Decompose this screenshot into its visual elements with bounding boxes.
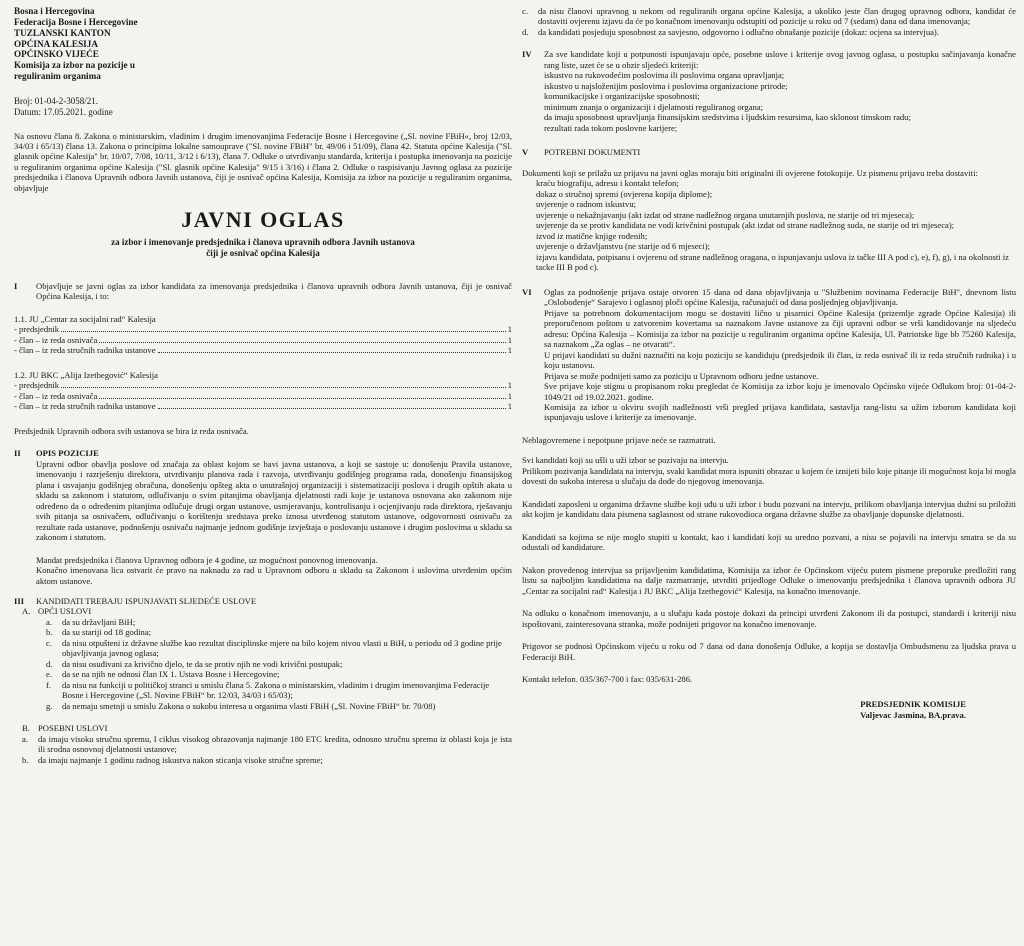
list-item bbox=[34, 627, 512, 637]
item-text: da nisu otpušteni iz državne službe kao rezultat disciplinske mjere na bilo kojem nivou vlasti u BiH, u periodu od 3 godine prije objavljivanja javnog oglasa; bbox=[62, 637, 502, 659]
dot-leader bbox=[61, 387, 506, 388]
list-item bbox=[522, 27, 1016, 37]
list-item bbox=[34, 680, 512, 701]
criteria-item: da imaju sposobnost upravljanja finansijskim sredstvima i ljudskim resursima, kao sklonost timskom radu; bbox=[544, 112, 911, 123]
left-column bbox=[14, 6, 512, 765]
item-text: da su stariji od 18 godina; bbox=[62, 627, 152, 638]
position-label: - predsjednik bbox=[14, 324, 60, 335]
position-label: - član – iz reda osnivača bbox=[14, 334, 98, 345]
subtitle-line: za izbor i imenovanje predsjednika i članova upravnih odbora Javnih ustanova bbox=[111, 237, 415, 248]
document-item: uvjerenje da se protiv kandidata ne vodi krivčnini postupak (akt izdat od strane nadležnog suda, ne starije od tri mjeseca); bbox=[536, 220, 955, 231]
position-row bbox=[14, 391, 512, 401]
special-conditions-list bbox=[14, 734, 512, 765]
subtitle-line: čiji je osnivač općina Kalesija bbox=[206, 248, 320, 259]
header-line: TUZLANSKI KANTON bbox=[14, 27, 111, 38]
list-item bbox=[34, 638, 512, 659]
item-text: da nisu članovi upravnog u nekom od reguliranih organa općine Kalesija, a ukoliko jeste član drugog upravnog odbora, kandidat će dostaviti ovjerenu izjavu da će po konačnom imenovanju odstupiti od pozicije u roku od 7 (sedam) dana od dana imenovanja; bbox=[538, 6, 1016, 27]
closing-paragraph: Nakon provedenog intervjua sa prijavljenim kandidatima, Komisija za izbor će Općinskom vijeću putem pismene preporuke predložiti rang listu sa najboljim kandidatima na dalje razmatranje, utvrditi prijedloge Odluke o imenovanju predsjednika i članova upravnih odbora JU „Centar za socijalni rad“ Kalesija i JU BKC „Alija Izetbegović“ Kalesija, na konačno imenovanje. bbox=[522, 564, 1016, 596]
header-line: Federacija Bosne i Hercegovine bbox=[14, 16, 138, 27]
issuer-header bbox=[14, 6, 512, 82]
section-number: IV bbox=[522, 49, 532, 60]
dot-leader bbox=[158, 408, 506, 409]
position-count: 1 bbox=[507, 401, 512, 412]
institution-1 bbox=[14, 314, 512, 356]
item-marker: a. bbox=[22, 733, 28, 744]
signature-block bbox=[522, 699, 1016, 721]
closing-paragraph: Prigovor se podnosi Općinskom vijeću u roku od 7 dana od dana donošenja Odluke, a kopija se dostavlja Ombudsmenu za ljudska prava u Federaciji BiH. bbox=[522, 641, 1016, 662]
subsection-title: POSEBNI USLOVI bbox=[38, 723, 108, 734]
section-paragraph: Prijave sa potrebnom dokumentacijom mogu se dostaviti lično u pisarnici Općine Kalesija (prizemlje zgrade Općine Kalesija) ili preporučenom poštom u zatvorenim kovertama sa naznakom Javne ustanove za čiji upravni odbor se vrši kandidovanje na sljedeću adresu: Općina Kalesija – Komisija za izbor na pozicije u reguliranim organima općine Kalesija, Ul. Patriotske lige bb 75260 Kalesija, sa naznakom „Za oglas – ne otvarati“. bbox=[544, 307, 1016, 350]
dot-leader bbox=[99, 398, 505, 399]
institution-title: 1.1. JU „Centar za socijalni rad“ Kalesija bbox=[14, 313, 156, 324]
document-item: dokaz o stručnoj spremi (ovjerena kopija diplome); bbox=[536, 188, 713, 199]
subsection-b-heading bbox=[22, 723, 512, 733]
item-marker: c. bbox=[46, 637, 52, 648]
header-line: OPĆINSKO VIJEĆE bbox=[14, 49, 99, 60]
position-row bbox=[14, 335, 512, 345]
position-count: 1 bbox=[507, 334, 512, 345]
closing-paragraph: Kandidati sa kojima se nije moglo stupiti u kontakt, kao i kandidati koji su uredno pozvani, a nisu se pojavili na intervju smatra se da su odustali od kandidature. bbox=[522, 531, 1016, 553]
position-row bbox=[14, 380, 512, 390]
header-line: Komisija za izbor na pozicije u bbox=[14, 60, 136, 71]
section-paragraph: Komisija za izbor u okviru svojih nadležnosti vrši pregled prijava kandidata, sastavlja rang-listu sa užim izborom kandidata koji ispunjavaju uslove i kriterije za imenovanje. bbox=[544, 401, 1016, 423]
criteria-item: iskustvo na rukovodećim poslovima ili poslovima organa upravljanja; bbox=[544, 70, 785, 81]
reference-number: Broj: 01-04-2-3058/21. bbox=[14, 96, 98, 107]
criteria-item: rezultati rada tokom poslovne karijere; bbox=[544, 122, 678, 133]
position-row bbox=[14, 324, 512, 334]
list-item bbox=[34, 669, 512, 679]
closing-paragraph: Prilikom pozivanja kandidata na intervju, svaki kandidat mora ispuniti obrazac u kojem će iznijeti bilo koje pitanje ili mogućnost koja bi mogla dovesti do sukoba interesa u slučaju da dođe do njegovog imenovanja. bbox=[522, 465, 1016, 487]
section-paragraph: Oglas za podnošenje prijava ostaje otvoren 15 dana od dana objavljivanja u "Službenim novinama Federacije BiH", dnevnom listu „Oslobođenje“ Sarajevo i oglasnoj ploči općine Kalesija, računajući od dana posljednjeg objavljivanja. bbox=[544, 286, 1016, 308]
section-number: II bbox=[14, 448, 21, 459]
subsection-a-heading bbox=[22, 606, 512, 616]
item-marker: a. bbox=[46, 616, 52, 627]
item-marker: g. bbox=[46, 700, 53, 711]
item-text: da se na njih ne odnosi član IX 1. Ustava Bosne i Hercegovine; bbox=[62, 669, 280, 680]
section-5 bbox=[522, 147, 1016, 157]
reference-date: Datum: 17.05.2021. godine bbox=[14, 107, 113, 118]
dot-leader bbox=[61, 331, 506, 332]
section-heading: OPIS POZICIJE bbox=[36, 448, 99, 459]
position-label: - član – iz reda stručnih radnika ustanove bbox=[14, 345, 156, 356]
position-label: - član – iz reda stručnih radnika ustanove bbox=[14, 401, 156, 412]
special-conditions-list-continued bbox=[522, 6, 1016, 37]
criteria-list bbox=[544, 70, 1016, 133]
documents-list bbox=[522, 178, 1016, 272]
position-count: 1 bbox=[507, 380, 512, 391]
item-text: da nemaju smetnji u smislu Zakona o sukobu interesa u organima vlasti FBiH („Sl. Novine FBiH“ br. 70/08) bbox=[62, 700, 436, 711]
item-marker: c. bbox=[522, 6, 528, 16]
document-item: uvjerenje o nekažnjavanju (akt izdat od strane nadležnog organa unutarnjih poslova, ne starije od tri mjeseca); bbox=[536, 209, 915, 220]
item-text: da nisu na funkciji u političkoj stranci u smislu člana 5. Zakona o ministarskim, vladinim i drugim imenovanjima Federacije Bosne i Hercegovine („Sl. Novine FBiH“ br. 12/03, 34/03 i 65/03); bbox=[62, 679, 490, 701]
document-item: izvod iz matične knjige rođenih; bbox=[536, 230, 648, 241]
document-item: kraću biografiju, adresu i kontakt telefon; bbox=[536, 178, 679, 189]
item-marker: e. bbox=[46, 669, 52, 680]
section-paragraph: Sve prijave koje stignu u propisanom roku pregledat će Komisija za izbor koju je imenovalo Općinsko vijeće Odlukom broj: 01-04-2-1049/21 od 19.02.2021. godine. bbox=[544, 381, 1016, 402]
section-2 bbox=[14, 448, 512, 586]
section-heading: POTREBNI DOKUMENTI bbox=[544, 147, 641, 158]
document-item: uvjerenje o državljanstvu (ne starije od 6 mjeseci); bbox=[536, 241, 710, 252]
section-heading: KANDIDATI TREBAJU ISPUNJAVATI SLJEDEĆE USLOVE bbox=[36, 595, 257, 606]
list-item bbox=[522, 6, 1016, 27]
general-conditions-list bbox=[14, 617, 512, 711]
position-count: 1 bbox=[507, 390, 512, 401]
section-paragraph: U prijavi kandidati su dužni naznačiti na koju poziciju se kandiduju (predsjednik ili član, iz reda osnivač ili iz reda stručnih radnika) i u koju ustanovu. bbox=[544, 349, 1016, 371]
section-4 bbox=[522, 49, 1016, 133]
dot-leader bbox=[99, 342, 505, 343]
preamble: Na osnovu člana 8. Zakona o ministarskim, vladinim i drugim imenovanjima Federacije Bosne i Hercegovine („Sl. novine FBiH«, broj 12/03, 34/03 i 65/13) člana 13. Zakona o principima lokalne samouprave ("Sl. novine FBiH" br. 49/06 i 51/09), člana 42. Statuta općine Kalesija ("Sl. glasnik općine Kalesija" br. 10/07, 7/08, 10/11, 3/12 i 6/13), člana 7. Odluke o utvrđivanju standarda, kriterija i postupka imenovanja na pozicije u reguliranim organima općine Kalesija ("Sl. glasnik općine Kalesija" 9/15 i 3/16) i člana 2. Odluke o raspisivanju Javnog oglasa za pozicije predsjednika i članova Upravnih odbora Javnih ustanova, čiji je osnivač općina Kalesija, Komisija za izbor na pozicije u reguliranim organima, objavljuje bbox=[14, 130, 512, 193]
section-number: III bbox=[14, 595, 25, 606]
list-item bbox=[22, 755, 512, 765]
position-label: - predsjednik bbox=[14, 380, 60, 391]
list-item bbox=[34, 659, 512, 669]
subsection-label: A. bbox=[22, 606, 31, 617]
institution-title: 1.2. JU BKC „Alija Izetbegović“ Kalesija bbox=[14, 369, 158, 380]
section-text: Objavljuje se javni oglas za izbor kandidata za imenovanja predsjednika i članova upravnih odbora Javnih ustanova, čiji je osnivač Općina Kalesija, i to: bbox=[36, 280, 512, 302]
item-text: da kandidati posjeduju sposobnost za savjesno, odgovorno i odlučno obnašanje pozicije (dokaz: ocjena sa intervjua). bbox=[538, 26, 939, 37]
item-marker: d. bbox=[46, 658, 53, 669]
item-text: da su državljani BiH; bbox=[62, 616, 136, 627]
section-text: Za sve kandidate koji u potpunosti ispunjavaju opće, posebne uslove i kriterije ovog javnog oglasa, u postupku sačinjavanja konačne rang liste, uzet će se u obzir sljedeći kriteriji: bbox=[544, 49, 1016, 70]
section-text: Upravni odbor obavlja poslove od značaja za oblast kojom se bavi javna ustanova, a koji se sastoje u: donošenju Pravila ustanove, imenovanju i razrješenju direktora, utvrđivanju planova rada i razvoja, utvrđivanju godišnjeg programa rada, donošenju finansijskog plana i usvajanju godišnjeg obračuna, donošenju opšteg akta o unutrašnjoj organizaciji i sistematizaciji poslova i drugih opštih akata u skladu sa zakonom i statutom, odlučivanju o svim pitanjima obavljanja djelatnosti radi koje je ustanova osnovana ako zakonom nije određeno da o određenim pitanjima odlučuje drugi organ ustanove, usmjeravanju, kontrolisanju i ocjenjivanju rada direktora, rješavanju svih pitanja sa osnivačem, odlučivanju o korištenju sredstava preko iznosa utvrđenog statutom ustanove, odgovornosti osnivaču za rezultate rada ustanove, podnošenju osnivaču najmanje jednom godišnje izvještaja o poslovanju ustanove i drugim poslovima u skladu sa zakonom i statutom. bbox=[36, 458, 512, 543]
subsection-title: OPĆI USLOVI bbox=[38, 606, 92, 617]
header-line: reguliranim organima bbox=[14, 71, 101, 82]
closing-paragraph: Neblagovremene i nepotpune prijave neće se razmatrati. bbox=[522, 434, 716, 445]
item-marker: f. bbox=[46, 679, 52, 690]
list-item bbox=[34, 617, 512, 627]
documents-intro: Dokumenti koji se prilažu uz prijavu na javni oglas moraju biti originalni ili ovjerene fotokopije. Uz pismenu prijavu treba dostaviti: bbox=[522, 167, 978, 178]
closing-paragraph: Svi kandidati koji su ušli u uži izbor se pozivaju na intervju. bbox=[522, 455, 729, 466]
item-text: da imaju visoku stručnu spremu, I ciklus visokog obrazovanja najmanje 180 ETC kredita, odnosno stručnu spremu iz oblasti koja je ista ili srodna osnovnoj djelatnosti ustanove; bbox=[38, 733, 512, 755]
section-1 bbox=[14, 281, 512, 302]
document-item: izjavu kandidata, potpisanu i ovjerenu od strane nadležnog oragana, o ispunjavanju uslova iz tačke III A pod c), e), f), g), i na okolnosti iz tacke III B pod c). bbox=[536, 251, 1009, 273]
subsection-label: B. bbox=[22, 723, 30, 734]
section-3 bbox=[14, 596, 512, 606]
criteria-item: iskustvo u najsloženijim poslovima i poslovima organizacione prirode; bbox=[544, 80, 788, 91]
signature-title: PREDSJEDNIK KOMISIJE bbox=[860, 698, 966, 709]
president-note: Predsjednik Upravnih odbora svih ustanova se bira iz reda osnivača. bbox=[14, 425, 249, 436]
criteria-item: komunikacijske i organizacijske sposobnosti; bbox=[544, 91, 700, 102]
section-number: VI bbox=[522, 286, 532, 297]
section-number: V bbox=[522, 147, 529, 158]
institution-2 bbox=[14, 370, 512, 412]
mandate-text: Mandat predsjednika i članova Upravnog odbora je 4 godine, uz mogućnost ponovnog imenovanja. bbox=[36, 554, 378, 565]
document-item: uvjerenje o radnom iskustvu; bbox=[536, 199, 637, 210]
header-line: OPĆINA KALESIJA bbox=[14, 38, 98, 49]
item-text: da nisu osuđivani za krivično djelo, te da se protiv njih ne vodi krivični postupak; bbox=[62, 658, 343, 669]
section-6 bbox=[522, 287, 1016, 423]
closing-paragraph: Na odluku o konačnom imenovanju, a u slučaju kada postoje dokazi da principi utvrđeni Zakonom ili da postupci, standardi i kriteriji nisu ispoštovani, zainteresovana stranka, može podnijeti prigovor na konačno imenovanje. bbox=[522, 608, 1016, 629]
list-item bbox=[22, 734, 512, 755]
item-marker: b. bbox=[22, 754, 29, 765]
compensation-text: Konačno imenovana lica ostvarit će pravo na naknadu za rad u Upravnom odboru u skladu sa Zakonom i uslovima utvrđenim općim aktom ustanove. bbox=[36, 565, 512, 586]
position-row bbox=[14, 401, 512, 411]
item-text: da imaju najmanje 1 godinu radnog iskustva nakon sticanja visoke stručne spreme; bbox=[38, 754, 323, 765]
dot-leader bbox=[158, 352, 506, 353]
list-item bbox=[34, 701, 512, 711]
criteria-item: minimum znanja o organizaciji i djelatnosti reguliranog organa; bbox=[544, 101, 764, 112]
position-count: 1 bbox=[507, 345, 512, 356]
signature-name: Valjevac Jasmina, BA.prava. bbox=[860, 709, 966, 720]
section-number: I bbox=[14, 280, 18, 291]
right-column bbox=[522, 6, 1016, 721]
section-paragraph: Prijava se može podnijeti samo za poziciju u Upravnom odboru jedne ustanove. bbox=[544, 370, 819, 381]
position-count: 1 bbox=[507, 324, 512, 335]
item-marker: d. bbox=[522, 26, 529, 37]
position-label: - član – iz reda osnivača bbox=[14, 390, 98, 401]
document-title: JAVNI OGLAS bbox=[181, 207, 345, 233]
contact-line: Kontakt telefon. 035/367-700 i fax: 035/631-286. bbox=[522, 674, 693, 685]
position-row bbox=[14, 345, 512, 355]
reference-block bbox=[14, 96, 512, 119]
header-line: Bosna i Hercegovina bbox=[14, 6, 95, 16]
document-subtitle bbox=[14, 237, 512, 259]
closing-paragraph: Kandidati zaposleni u organima državne službe koji uđu u uži izbor i budu pozvani na intervju, prilikom obavljanja intervjua dužni su priložiti akt kojim je kandidatu data pismena saglasnost od strane rukovodioca organa državne službe za obavljanje dopunske djelatnosti. bbox=[522, 498, 1016, 520]
item-marker: b. bbox=[46, 627, 53, 638]
